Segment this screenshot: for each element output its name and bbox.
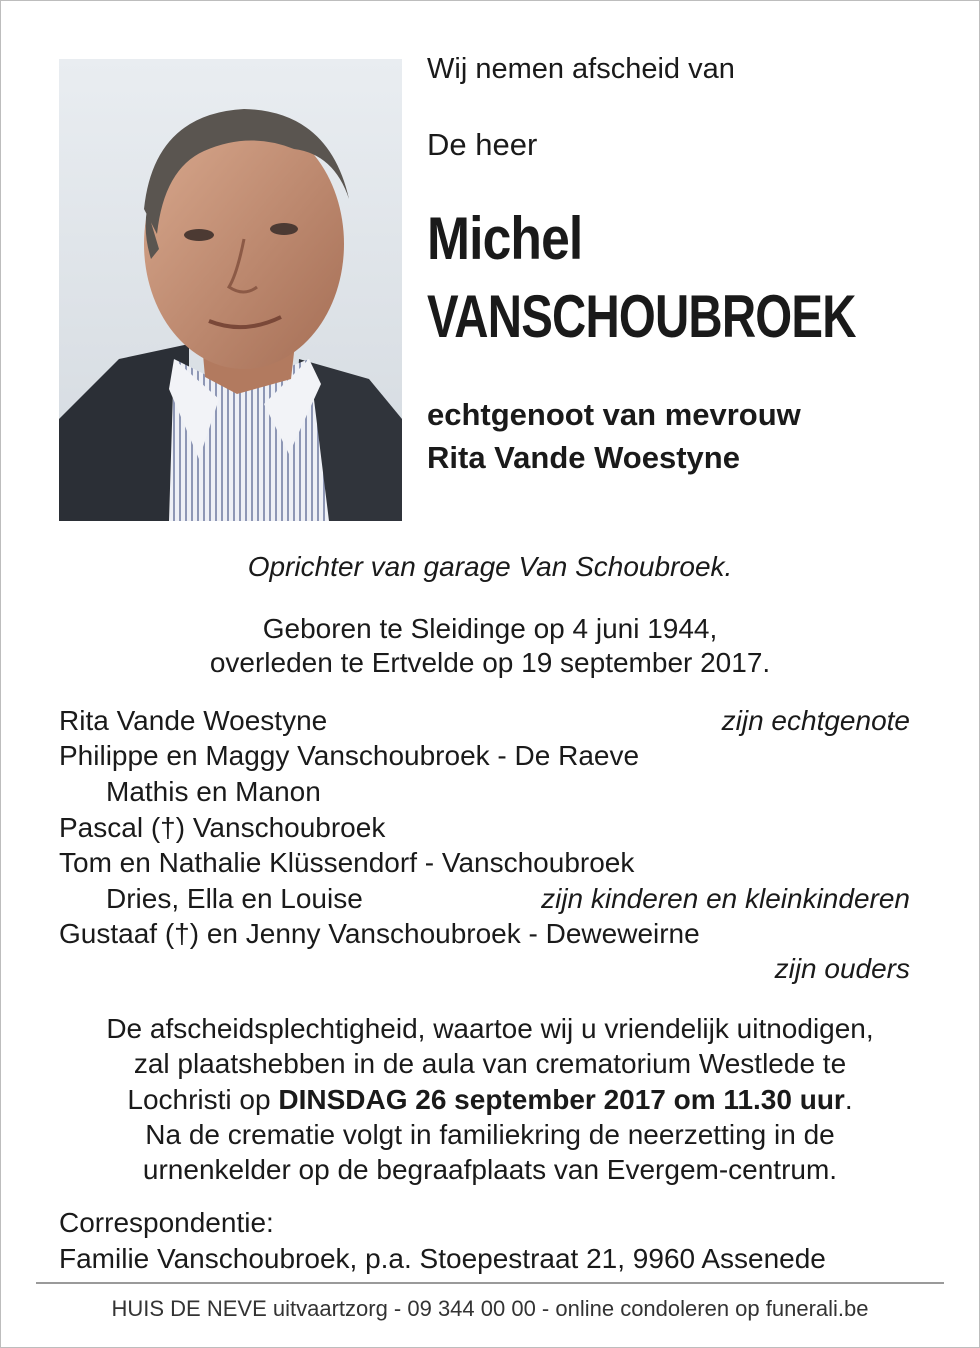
intro-text: Wij nemen afscheid van <box>427 53 735 85</box>
ceremony-prefix: Lochristi op <box>127 1084 279 1115</box>
spouse-line-2: Rita Vande Woestyne <box>427 440 740 475</box>
footer-divider <box>36 1282 944 1284</box>
footer-text: HUIS DE NEVE uitvaartzorg - 09 344 00 00 - online condoleren op funerali.be <box>111 1296 869 1321</box>
relation-label: zijn kinderen en kleinkinderen <box>541 883 910 914</box>
family-row: Rita Vande Woestyne <box>59 705 328 736</box>
ceremony-line-date <box>0 1084 980 1116</box>
family-row: Philippe en Maggy Vanschoubroek - De Raeve <box>59 740 640 771</box>
ceremony-date: DINSDAG 26 september 2017 om 11.30 uur <box>278 1084 845 1115</box>
relation-label: zijn ouders <box>774 953 910 984</box>
family-row: Pascal (†) Vanschoubroek <box>59 812 386 843</box>
birth-text: Geboren te Sleidinge op 4 juni 1944, <box>262 613 718 644</box>
ceremony-suffix: . <box>844 1084 853 1115</box>
deceased-first-name: Michel <box>427 205 583 272</box>
honorific: De heer <box>427 127 538 162</box>
portrait-photo <box>59 59 402 521</box>
ceremony-line: zal plaatshebben in de aula van crematorium Westlede te <box>133 1048 847 1079</box>
ceremony-line: Na de crematie volgt in familiekring de neerzetting in de <box>145 1119 835 1150</box>
founder-text: Oprichter van garage Van Schoubroek. <box>247 551 733 582</box>
ceremony-line: De afscheidsplechtigheid, waartoe wij u vriendelijk uitnodigen, <box>106 1013 874 1044</box>
family-row: Dries, Ella en Louise <box>106 883 363 914</box>
relation-label: zijn echtgenote <box>721 705 910 736</box>
ceremony-line: urnenkelder op de begraafplaats van Evergem-centrum. <box>142 1154 838 1185</box>
correspondence-label: Correspondentie: <box>59 1207 274 1238</box>
family-row: Tom en Nathalie Klüssendorf - Vanschoubroek <box>59 847 635 878</box>
family-row: Gustaaf (†) en Jenny Vanschoubroek - Deweweirne <box>59 918 700 949</box>
correspondence-address: Familie Vanschoubroek, p.a. Stoepestraat 21, 9960 Assenede <box>59 1243 826 1274</box>
death-text: overleden te Ertvelde op 19 september 2017. <box>209 647 771 678</box>
family-row: Mathis en Manon <box>106 776 321 807</box>
deceased-last-name: VANSCHOUBROEK <box>427 283 856 350</box>
spouse-line-1: echtgenoot van mevrouw <box>427 397 801 432</box>
